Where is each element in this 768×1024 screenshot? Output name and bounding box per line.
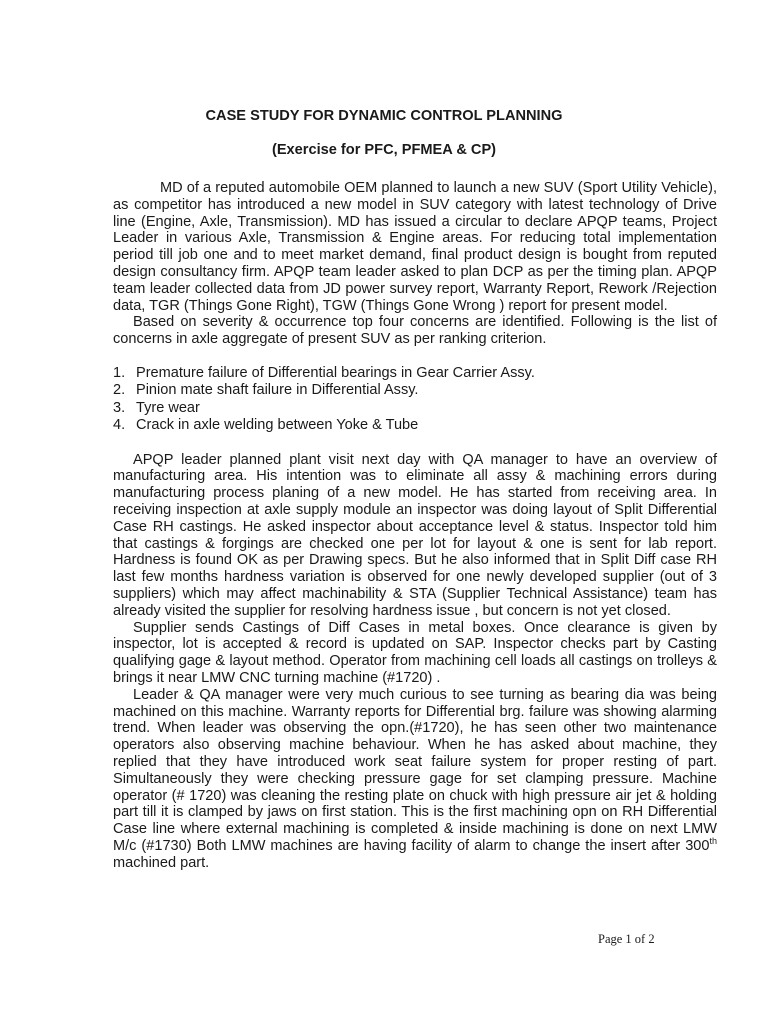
machining-paragraph bbox=[113, 687, 717, 872]
machining-paragraph-tail: machined part. bbox=[113, 854, 210, 871]
list-item-text: Crack in axle welding between Yoke & Tube bbox=[136, 417, 419, 434]
list-item bbox=[113, 417, 717, 434]
plant-visit-paragraph: APQP leader planned plant visit next day with QA manager to have an overview of manufacturing area. His intention was to eliminate all assy & machining errors during manufacturing process planing of a new model. He has started from receiving area. In receiving inspection at axle supply module an inspector was doing layout of Split Differential Case RH castings. He asked inspector about acceptance level & status. Inspector told him that castings & forgings are checked one per lot for layout & one is sent for lab report. Hardness is found OK as per Drawing specs. But he also informed that in Split Diff case RH last few months hardness variation is observed for one newly developed supplier (out of 3 suppliers) which may affect machinability & STA (Supplier Technical Assistance) team has already visited the supplier for resolving hardness issue , but concern is not yet closed. bbox=[113, 451, 717, 619]
list-item-text: Pinion mate shaft failure in Differential Assy. bbox=[136, 382, 419, 399]
list-item-number: 1. bbox=[113, 364, 126, 381]
intro-paragraph: MD of a reputed automobile OEM planned to launch a new SUV (Sport Utility Vehicle), as competitor has introduced a new model in SUV category with latest technology of Drive line (Engine, Axle, Transmission). MD has issued a circular to declare APQP teams, Project Leader in various Axle, Transmission & Engine areas. For reducing total implementation period till job one and to meet market demand, final product design is bought from reputed design consultancy firm. APQP team leader asked to plan DCP as per the timing plan. APQP team leader collected data from JD power survey report, Warranty Report, Rework /Rejection data, TGR (Things Gone Right), TGW (Things Gone Wrong ) report for present model. bbox=[113, 180, 717, 314]
list-item bbox=[113, 382, 717, 399]
list-item-number: 4. bbox=[113, 417, 126, 434]
list-item-number: 2. bbox=[113, 382, 126, 399]
list-item-text: Premature failure of Differential bearings in Gear Carrier Assy. bbox=[136, 364, 535, 381]
document-body bbox=[113, 180, 717, 872]
supplier-paragraph: Supplier sends Castings of Diff Cases in metal boxes. Once clearance is given by inspector, lot is accepted & record is updated on SAP. Inspector checks part by Casting qualifying gage & layout method. Operator from machining cell loads all castings on trolleys & brings it near LMW CNC turning machine (#1720) . bbox=[113, 619, 717, 686]
list-item-number: 3. bbox=[113, 399, 126, 416]
machining-paragraph-text: Leader & QA manager were very much curious to see turning as bearing dia was being machined on this machine. Warranty reports for Differential brg. failure was showing alarming trend. When leader was observing the opn.(#1720), he has seen other two maintenance operators also observing machine behaviour. When he has asked about machine, they replied that they have introduced work seat failure system for proper resting of part. Simultaneously they were checking pressure gage for set clamping pressure. Machine operator (# 1720) was cleaning the resting plate on chuck with high pressure air jet & holding part till it is clamped by jaws on first station. This is the first machining opn on RH Differential Case line where external machining is completed & inside machining is done on next LMW M/c (#1730) Both LMW machines are having facility of alarm to change the insert after 300 bbox=[113, 686, 717, 854]
list-item bbox=[113, 400, 717, 417]
page-number: Page 1 of 2 bbox=[598, 932, 655, 946]
document-title: CASE STUDY FOR DYNAMIC CONTROL PLANNING bbox=[205, 108, 563, 124]
concerns-list bbox=[113, 365, 717, 435]
document-subtitle: (Exercise for PFC, PFMEA & CP) bbox=[271, 142, 497, 158]
ordinal-superscript: th bbox=[709, 836, 717, 847]
list-item bbox=[113, 365, 717, 382]
concerns-intro-paragraph: Based on severity & occurrence top four concerns are identified. Following is the list of concerns in axle aggregate of present SUV as per ranking criterion. bbox=[113, 314, 717, 348]
list-item-text: Tyre wear bbox=[136, 399, 200, 416]
